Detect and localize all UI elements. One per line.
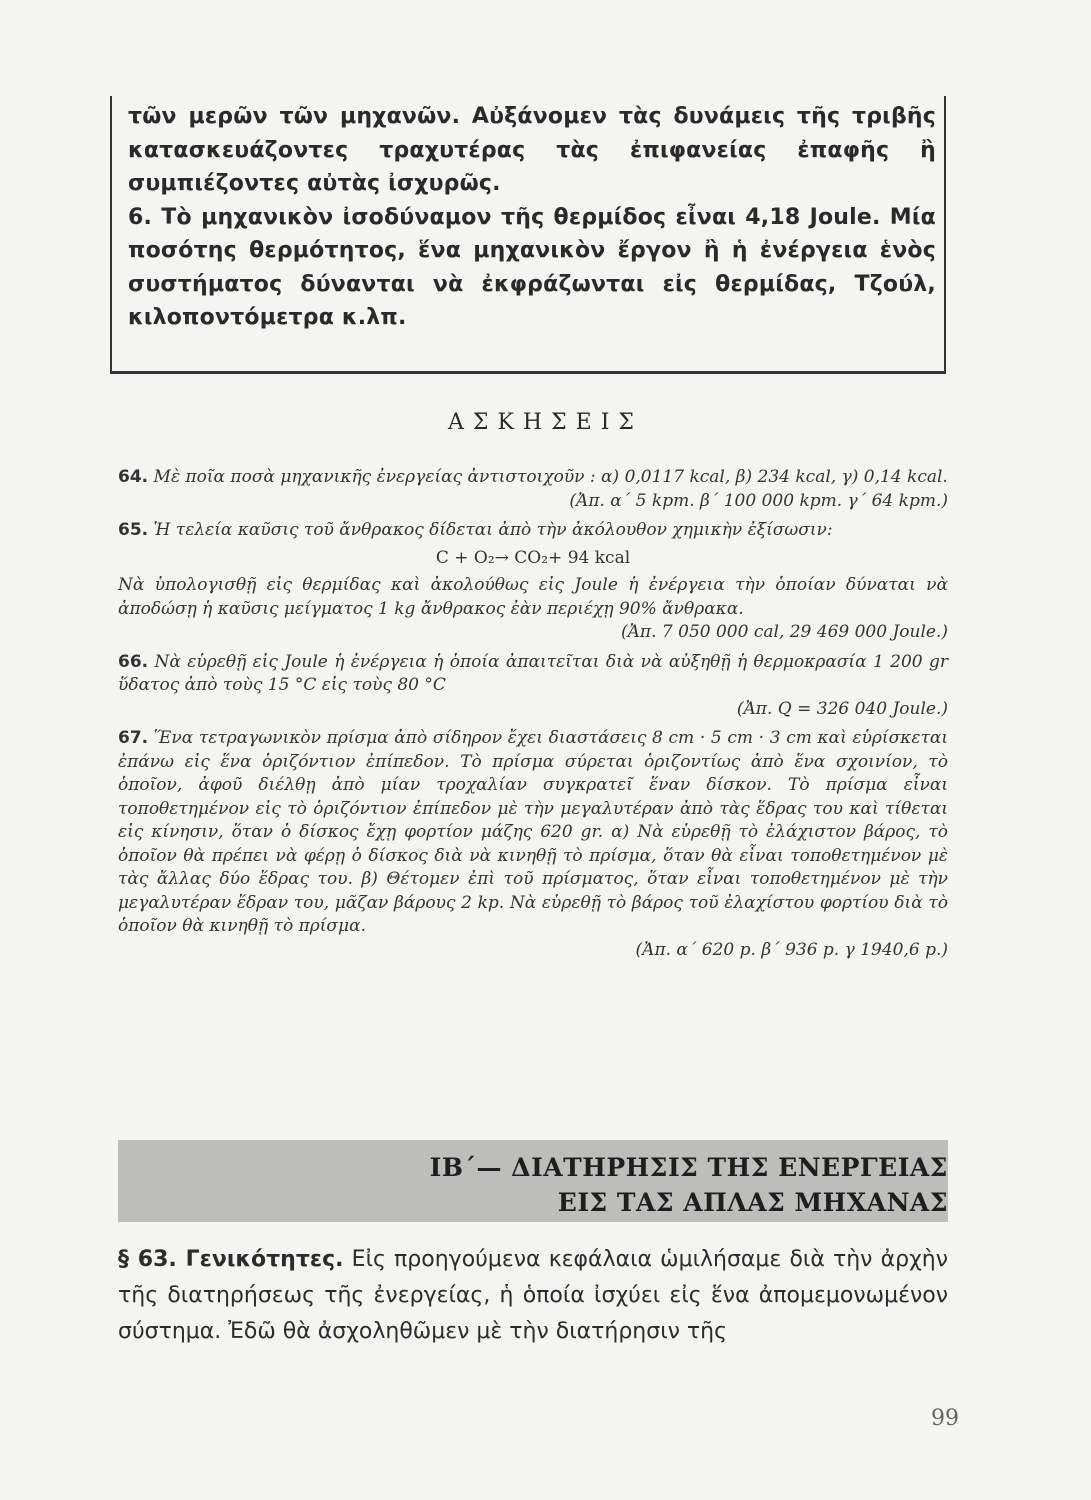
chemical-equation: C + O₂→ CO₂+ 94 kcal	[435, 547, 631, 568]
exercises-heading: ΑΣΚΗΣΕΙΣ	[448, 410, 643, 435]
exercise-text-continued: Νὰ ὑπολογισθῇ εἰς θερμίδας καὶ ἀκολούθως εἰς Joule ἡ ἐνέργεια τὴν ὁποίαν δύναται νὰ ἀποδώσῃ ἡ καῦσις μείγματος 1 kg ἄνθρακος ἐὰν περιέχῃ 90% ἄνθρακα.	[118, 575, 948, 619]
exercise-text: Ἡ τελεία καῦσις τοῦ ἄνθρακος δίδεται ἀπὸ τὴν ἀκόλουθον χημικὴν ἐξίσωσιν:	[153, 520, 833, 540]
chapter-title-line-1: ΙΒ΄— ΔΙΑΤΗΡΗΣΙΣ ΤΗΣ ΕΝΕΡΓΕΙΑΣ	[429, 1153, 948, 1182]
exercise-answer: (Ἀπ. 7 050 000 cal, 29 469 000 Joule.)	[621, 622, 948, 642]
section-heading: § 63. Γενικότητες.	[118, 1247, 344, 1272]
page-number: 99	[931, 1406, 959, 1431]
exercise-66	[118, 651, 948, 722]
exercise-number: 66.	[118, 651, 149, 672]
exercise-67	[118, 727, 948, 962]
exercise-text: Νὰ εὑρεθῇ εἰς Joule ἡ ἐνέργεια ἡ ὁποία ἀπαιτεῖται διὰ νὰ αὐξηθῇ ἡ θερμοκρασία 1 200 gr ὕδατος ἀπὸ τοὺς 15 °C εἰς τοὺς 80 °C	[118, 651, 948, 695]
exercise-text: Ἕνα τετραγωνικὸν πρίσμα ἀπὸ σίδηρον ἔχει διαστάσεις 8 cm · 5 cm · 3 cm καὶ εὑρίσκεται ἐπάνω εἰς ἕνα ὁριζόντιον ἐπίπεδον. Τὸ πρίσμα σύρεται ὁριζοντίως ἀπὸ ἕνα σχοινίον, τὸ ὁποῖον, ἀφοῦ διέλθῃ ἀπὸ μίαν τροχαλίαν συγκρατεῖ ἕναν δίσκον. Τὸ πρίσμα εἶναι τοποθετημένον εἰς τὸ ὁριζόντιον ἐπίπεδον μὲ τὴν μεγαλυτέραν ἀπὸ τὰς ἕδρας του καὶ τίθεται εἰς κίνησιν, ὅταν ὁ δίσκος ἔχῃ φορτίον μάζης 620 gr. α) Νὰ εὑρεθῇ τὸ ἐλάχιστον βάρος, τὸ ὁποῖον θὰ πρέπει νὰ φέρῃ ὁ δίσκος διὰ νὰ κινηθῇ τὸ πρίσμα, ὅταν θὰ εἶναι τοποθετημένον μὲ τὰς ἄλλας δύο ἕδρας του. β) Θέτομεν ἐπὶ τοῦ πρίσματος, ὅταν εἶναι τοποθετημένον μὲ τὴν μεγαλυτέραν ἕδραν του, μᾶζαν βάρους 2 kp. Νὰ εὑρεθῇ τὸ βάρος τοῦ ἐλαχίστου φορτίου διὰ τὸ ὁποῖον θὰ κινηθῇ τὸ πρίσμα.	[118, 728, 948, 936]
exercise-65	[118, 519, 948, 645]
exercise-answer: (Ἀπ. α΄ 5 kpm. β΄ 100 000 kpm. γ΄ 64 kpm.)	[569, 490, 948, 511]
exercise-number: 64.	[118, 467, 149, 487]
exercise-64	[118, 466, 948, 513]
section-paragraph	[118, 1242, 948, 1350]
summary-item-6: 6. Τὸ μηχανικὸν ἰσοδύναμον τῆς θερμίδος εἶναι 4,18 Joule. Μία ποσότης θερμότητος, ἕνα μηχανικὸν ἔργον ἢ ἡ ἐνέργεια ἑνὸς συστήματος δύνανται νὰ ἐκφράζωνται εἰς θερμίδας, Τζούλ, κιλοποντόμετρα κ.λπ.	[128, 204, 936, 330]
summary-paragraph: τῶν μερῶν τῶν μηχανῶν. Αὐξάνομεν τὰς δυνάμεις τῆς τριβῆς κατασκευάζοντες τραχυτέρας τὰς ἐπιφανείας ἐπαφῆς ἢ συμπιέζοντες αὐτὰς ἰσχυρῶς.	[128, 104, 936, 196]
summary-text	[128, 100, 936, 335]
exercise-answer: (Ἀπ. Q = 326 040 Joule.)	[736, 698, 948, 719]
exercises-list	[118, 466, 948, 968]
chapter-title-line-2: ΕΙΣ ΤΑΣ ΑΠΛΑΣ ΜΗΧΑΝΑΣ	[557, 1188, 948, 1217]
exercise-text: Μὲ ποῖα ποσὰ μηχανικῆς ἐνεργείας ἀντιστοιχοῦν : α) 0,0117 kcal, β) 234 kcal, γ) 0,14 kcal.	[153, 467, 948, 487]
exercise-number: 67.	[118, 728, 149, 748]
section-text: Εἰς προηγούμενα κεφάλαια ὡμιλήσαμε διὰ τὴν ἀρχὴν τῆς διατηρήσεως τῆς ἐνεργείας, ἡ ὁποία ἰσχύει εἰς ἕνα ἀπομεμονωμένον σύστημα. Ἐδῶ θὰ ἀσχοληθῶμεν μὲ τὴν διατήρησιν τῆς	[118, 1247, 949, 1344]
exercise-answer: (Ἀπ. α΄ 620 p. β΄ 936 p. γ 1940,6 p.)	[635, 939, 948, 960]
exercise-number: 65.	[118, 520, 149, 540]
